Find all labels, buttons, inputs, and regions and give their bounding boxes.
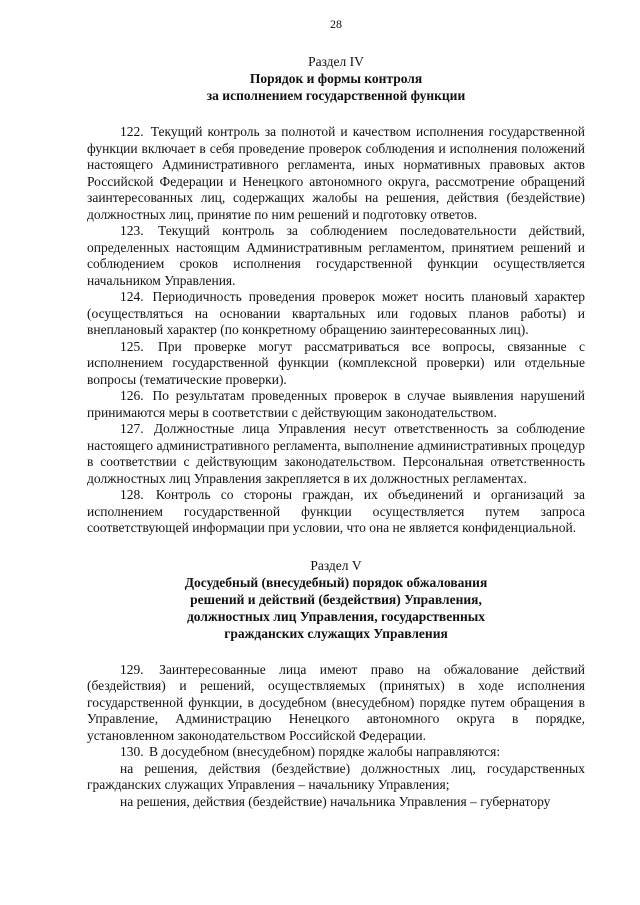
paragraph-125 [87, 339, 585, 389]
paragraph-text: на решения, действия (бездействие) начальника Управления – губернатору [120, 793, 551, 809]
paragraph-text: Текущий контроль за полнотой и качеством исполнения государственной функции включает в себя проведение проверок соблюдения и исполнения положений настоящего Административного регламента, иных нормативных правовых актов Российской Федерации и Ненецкого автономного округа, рассмотрение обращений заинтересованных лиц, содержащих жалобы на решения, действия (бездействие) должностных лиц, принятие по ним решений и подготовку ответов. [87, 124, 585, 222]
paragraph-129 [87, 662, 585, 745]
section-5-heading [87, 557, 585, 642]
paragraph-130-item-1 [87, 761, 585, 794]
paragraph-number: 130. [120, 744, 144, 759]
section-4-body [87, 124, 585, 537]
section-5-title-line-3: должностных лиц Управления, государственных [186, 608, 486, 624]
section-4-title-line-1: Порядок и формы контроля [249, 71, 423, 86]
paragraph-130 [87, 744, 585, 761]
paragraph-130-item-2 [87, 794, 585, 811]
paragraph-text: Контроль со стороны граждан, их объединений и организаций за исполнением государственной функции осуществляется путем запроса соответствующей информации при условии, что она не является конфиденциальной. [87, 487, 585, 535]
document-page [87, 0, 585, 810]
paragraph-128 [87, 487, 585, 537]
section-5-body [87, 662, 585, 811]
section-4-title-line-2: за исполнением государственной функции [206, 88, 466, 103]
section-5-title-line-1: Досудебный (внесудебный) порядок обжалования [184, 574, 488, 590]
section-4-heading [87, 53, 585, 104]
paragraph-number: 129. [120, 661, 144, 677]
paragraph-127 [87, 421, 585, 487]
paragraph-text: По результатам проведенных проверок в случае выявления нарушений принимаются меры в соответствии с действующим законодательством. [87, 388, 586, 420]
paragraph-text: Заинтересованные лица имеют право на обжалование действий (бездействия) и решений, осуществляемых (принятых) в ходе исполнения государственной функции, в досудебном (внесудебном) порядке путем обращения в Управление, Администрацию Ненецкого автономного округа в порядке, установленном законодательством Российской Федерации. [87, 661, 585, 743]
paragraph-number: 126. [120, 388, 144, 403]
paragraph-text: Должностные лица Управления несут ответственность за соблюдение настоящего административного регламента, выполнение административных процедур в соответствии с действующим законодательством. Персональная ответственность должностных лиц Управления закрепляется в их должностных регламентах. [87, 421, 585, 486]
paragraph-126 [87, 388, 585, 421]
paragraph-number: 127. [120, 421, 144, 436]
section-5-title-line-2: решений и действий (бездействия) Управления, [190, 591, 482, 607]
paragraph-number: 125. [120, 338, 144, 354]
paragraph-number: 124. [120, 289, 144, 304]
paragraph-124 [87, 289, 585, 339]
page-number: 28 [330, 17, 342, 31]
paragraph-text: В досудебном (внесудебном) порядке жалобы направляются: [149, 744, 501, 759]
paragraph-text: Текущий контроль за соблюдением последовательности действий, определенных настоящим Административным регламентом, принятием решений и соблюдением сроков исполнения государственной функции осуществляется начальником Управления. [87, 223, 586, 288]
paragraph-text: на решения, действия (бездействие) должностных лиц, государственных гражданских служащих Управления – начальнику Управления; [87, 760, 585, 792]
section-4-label: Раздел IV [308, 54, 364, 69]
paragraph-number: 128. [120, 487, 144, 502]
section-5-label: Раздел V [310, 557, 362, 573]
paragraph-number: 123. [120, 223, 144, 238]
paragraph-number: 122. [120, 124, 144, 139]
paragraph-123 [87, 223, 585, 289]
paragraph-text: Периодичность проведения проверок может носить плановый характер (осуществляться на основании квартальных или годовых планов работы) и внеплановый характер (по конкретному обращению заинтересованных лиц). [87, 289, 585, 337]
paragraph-text: При проверке могут рассматриваться все вопросы, связанные с исполнением государственной функции (комплексной проверки) или отдельные вопросы (тематические проверки). [87, 338, 586, 387]
paragraph-122 [87, 124, 585, 223]
section-5-title-line-4: гражданских служащих Управления [224, 625, 448, 641]
